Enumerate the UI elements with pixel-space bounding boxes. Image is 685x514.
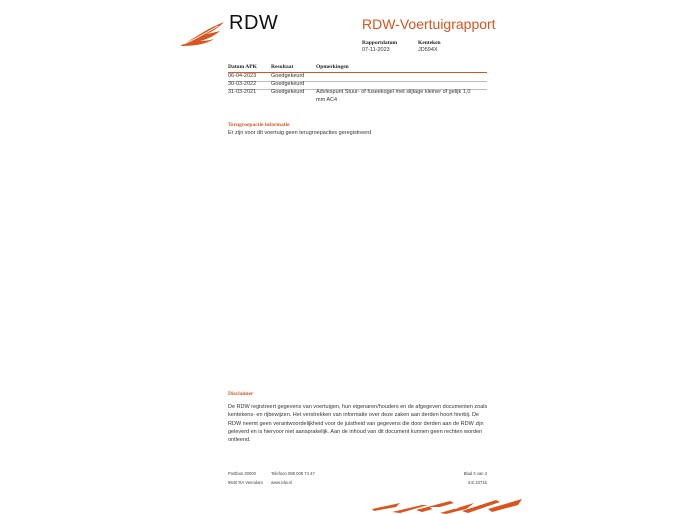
rapportdatum-label: Rapportdatum bbox=[362, 40, 398, 46]
disclaimer-line: RDW neemt geen verantwoordelijkheid voor de juistheid van gegevens die door derden aan de RDW zijn bbox=[228, 420, 484, 427]
terugroep-text: Er zijn voor dit voertuig geen terugroepacties geregistreerd bbox=[228, 130, 372, 136]
terugroep-title: Terugroepactie informatie bbox=[228, 122, 290, 128]
disclaimer-line: geleverd en is hiervoor niet aansprakelijk. Aan de inhoud van dit document kunnen geen rechten worden bbox=[228, 428, 483, 435]
disclaimer-line: De RDW registreert gegevens van voertuigen, hun eigenaren/houders en de afgegeven documenten zoals bbox=[228, 404, 488, 410]
footer-adres: 9640 RA Veendam bbox=[228, 480, 263, 485]
disclaimer-line: kentekens- en rijbewijzen. Het verstrekken van informatie over deze zaken aan derden hoort hierbij. De bbox=[228, 412, 479, 419]
cell-resultaat: Goedgekeurd bbox=[271, 81, 305, 87]
cell-datum: 31-03-2021 bbox=[228, 89, 257, 95]
col-header-resultaat: Resultaat bbox=[271, 64, 294, 70]
footer-postbus: Postbus 30000 bbox=[228, 471, 256, 476]
col-header-datum: Datum APK bbox=[228, 64, 257, 70]
cell-opmerkingen-line1: Advlespunt Stuur- of fuseekogel met slijtage kleiner of gelijk 1,0 bbox=[316, 89, 471, 95]
row-divider bbox=[228, 81, 487, 82]
footer-page-number: Blad 3 van 3 bbox=[463, 471, 487, 476]
kenteken-value: JD594X bbox=[418, 47, 438, 53]
kenteken-label: Kenteken bbox=[418, 40, 441, 46]
rapportdatum-value: 07-11-2023 bbox=[362, 47, 390, 53]
footer-code: 3.E.1071b bbox=[467, 480, 487, 485]
footer-telefoon: Telefoon 088 008 74 47 bbox=[271, 471, 315, 476]
disclaimer-line: ontleend. bbox=[228, 437, 251, 444]
disclaimer-title: Disclaimer bbox=[228, 391, 254, 397]
cell-resultaat: Goedgekeurd bbox=[271, 89, 305, 95]
cell-datum: 30-03-2022 bbox=[228, 81, 257, 87]
cell-datum: 06-04-2023 bbox=[228, 73, 257, 79]
report-title: RDW-Voertuigrapport bbox=[362, 16, 496, 32]
col-header-opmerkingen: Opmerkingen bbox=[316, 64, 349, 70]
cell-opmerkingen-line2: mm AC4 bbox=[316, 97, 338, 103]
cell-resultaat: Goedgekeurd bbox=[271, 73, 305, 79]
rdw-logo-icon bbox=[178, 20, 226, 48]
footer-website: www.rdw.nl bbox=[271, 480, 292, 485]
disclaimer-text bbox=[228, 403, 498, 444]
brand-name: RDW bbox=[229, 12, 279, 34]
decorative-streaks-icon bbox=[370, 497, 525, 514]
table-header-rule bbox=[228, 72, 487, 73]
